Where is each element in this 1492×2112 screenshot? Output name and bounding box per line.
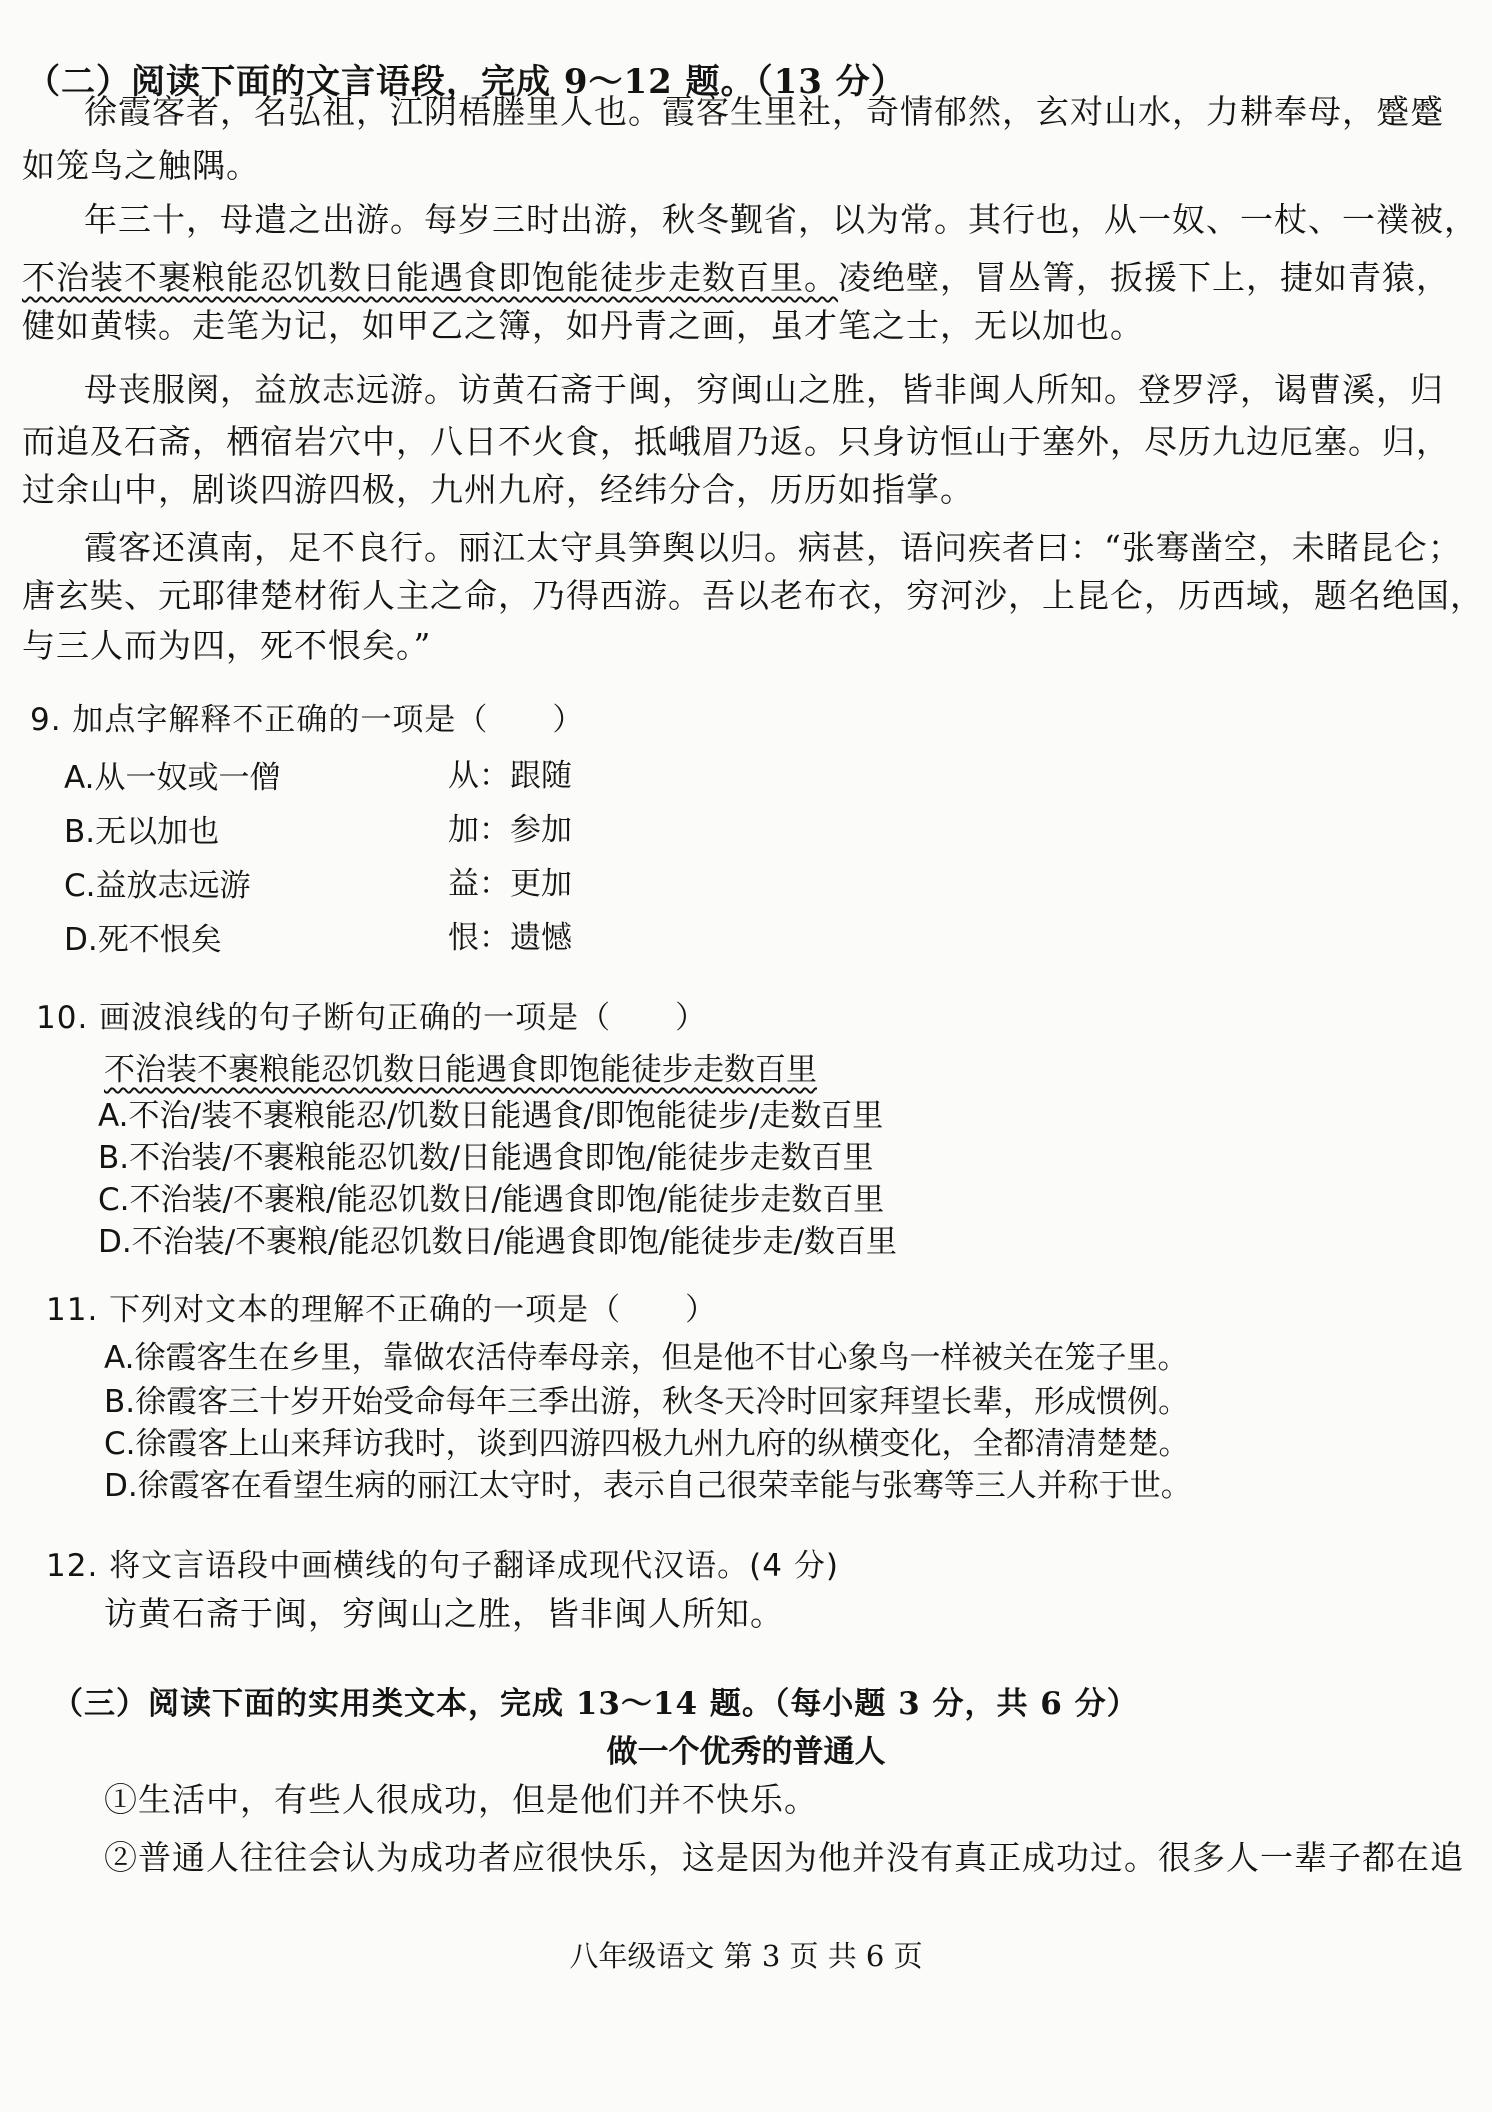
q10-stem: 10. 画波浪线的句子断句正确的一项是（ ） — [36, 1000, 708, 1036]
q9-option-a: A.从一奴或一僧 — [64, 760, 281, 796]
q9-option-b-gloss: 加：参加 — [448, 812, 572, 848]
passage-p2-line1: 年三十，母遣之出游。每岁三时出游，秋冬觐省，以为常。其行也，从一奴、一杖、一襆被， — [84, 200, 1478, 239]
q10-option-d: D.不治装/不裹粮/能忍饥数日/能遇食即饱/能徒步走/数百里 — [98, 1224, 897, 1260]
section3-title: 做一个优秀的普通人 — [606, 1734, 886, 1770]
passage-p2-line3: 健如黄犊。走笔为记，如甲乙之簿，如丹青之画，虽才笔之士，无以加也。 — [22, 306, 1144, 345]
passage-p3-line3: 过余山中，剧谈四游四极，九州九府，经纬分合，历历如指掌。 — [22, 470, 974, 509]
q12-stem: 12. 将文言语段中画横线的句子翻译成现代汉语。(4 分) — [46, 1548, 839, 1584]
q10-option-a: A.不治/装不裹粮能忍/饥数日能遇食/即饱能徒步/走数百里 — [98, 1098, 884, 1134]
q10-option-b: B.不治装/不裹粮能忍饥数/日能遇食即饱/能徒步走数百里 — [98, 1140, 874, 1176]
q11-option-a: A.徐霞客生在乡里，靠做农活侍奉母亲，但是他不甘心象鸟一样被关在笼子里。 — [104, 1340, 1189, 1376]
q9-option-d: D.死不恨矣 — [64, 922, 222, 958]
q9-stem: 9. 加点字解释不正确的一项是（ ） — [30, 702, 585, 738]
q11-option-c: C.徐霞客上山来拜访我时，谈到四游四极九州九府的纵横变化，全都清清楚楚。 — [104, 1426, 1190, 1462]
q9-option-c: C.益放志远游 — [64, 868, 251, 904]
passage-p2-line2-rest: 凌绝壁，冒丛箐，扳援下上，捷如青猿， — [838, 258, 1450, 297]
passage-p3-line2: 而追及石斋，栖宿岩穴中，八日不火食，抵峨眉乃返。只身访恒山于塞外，尽历九边厄塞。归， — [22, 422, 1450, 461]
section2-heading: （二）阅读下面的文言语段，完成 9～12 题。（13 分） — [26, 62, 906, 102]
q9-option-b: B.无以加也 — [64, 814, 220, 850]
q12-sentence: 访黄石斋于闽，穷闽山之胜，皆非闽人所知。 — [104, 1594, 784, 1633]
wavy-underlined-sentence: 不治装不裹粮能忍饥数日能遇食即饱能徒步走数百里。 — [22, 258, 838, 297]
q9-option-d-gloss: 恨：遗憾 — [448, 920, 572, 956]
page-footer: 八年级语文 第 3 页 共 6 页 — [569, 1939, 923, 1973]
q9-option-a-gloss: 从：跟随 — [448, 758, 572, 794]
section3-p2: ②普通人往往会认为成功者应很快乐，这是因为他并没有真正成功过。很多人一辈子都在追 — [104, 1838, 1464, 1877]
q11-option-b: B.徐霞客三十岁开始受命每年三季出游，秋冬天冷时回家拜望长辈，形成惯例。 — [104, 1384, 1190, 1420]
q11-stem: 11. 下列对文本的理解不正确的一项是（ ） — [46, 1292, 718, 1328]
passage-p2-line2 — [22, 258, 1450, 298]
q9-option-c-gloss: 益：更加 — [448, 866, 572, 902]
q10-sentence: 不治装不裹粮能忍饥数日能遇食即饱能徒步走数百里 — [104, 1052, 817, 1088]
passage-p4-line1: 霞客还滇南，足不良行。丽江太守具笋舆以归。病甚，语问疾者曰：“张骞凿空，未睹昆仑； — [84, 528, 1462, 567]
section3-p1: ①生活中，有些人很成功，但是他们并不快乐。 — [104, 1780, 818, 1819]
passage-p3-line1: 母丧服阕，益放志远游。访黄石斋于闽，穷闽山之胜，皆非闽人所知。登罗浮，谒曹溪，归 — [84, 370, 1444, 409]
passage-p1-line2: 如笼鸟之触隅。 — [22, 146, 260, 185]
q10-option-c: C.不治装/不裹粮/能忍饥数日/能遇食即饱/能徒步走数百里 — [98, 1182, 885, 1218]
passage-p1-line1: 徐霞客者，名弘祖，江阴梧塍里人也。霞客生里社，奇情郁然，玄对山水，力耕奉母，蹙蹙 — [84, 92, 1444, 131]
passage-p4-line2: 唐玄奘、元耶律楚材衔人主之命，乃得西游。吾以老布衣，穷河沙，上昆仑，历西域，题名绝国， — [22, 576, 1484, 615]
q11-option-d: D.徐霞客在看望生病的丽江太守时，表示自己很荣幸能与张骞等三人并称于世。 — [104, 1468, 1192, 1504]
passage-p4-line3: 与三人而为四，死不恨矣。” — [22, 626, 432, 665]
section3-heading: （三）阅读下面的实用类文本，完成 13～14 题。（每小题 3 分，共 6 分） — [52, 1686, 1139, 1722]
